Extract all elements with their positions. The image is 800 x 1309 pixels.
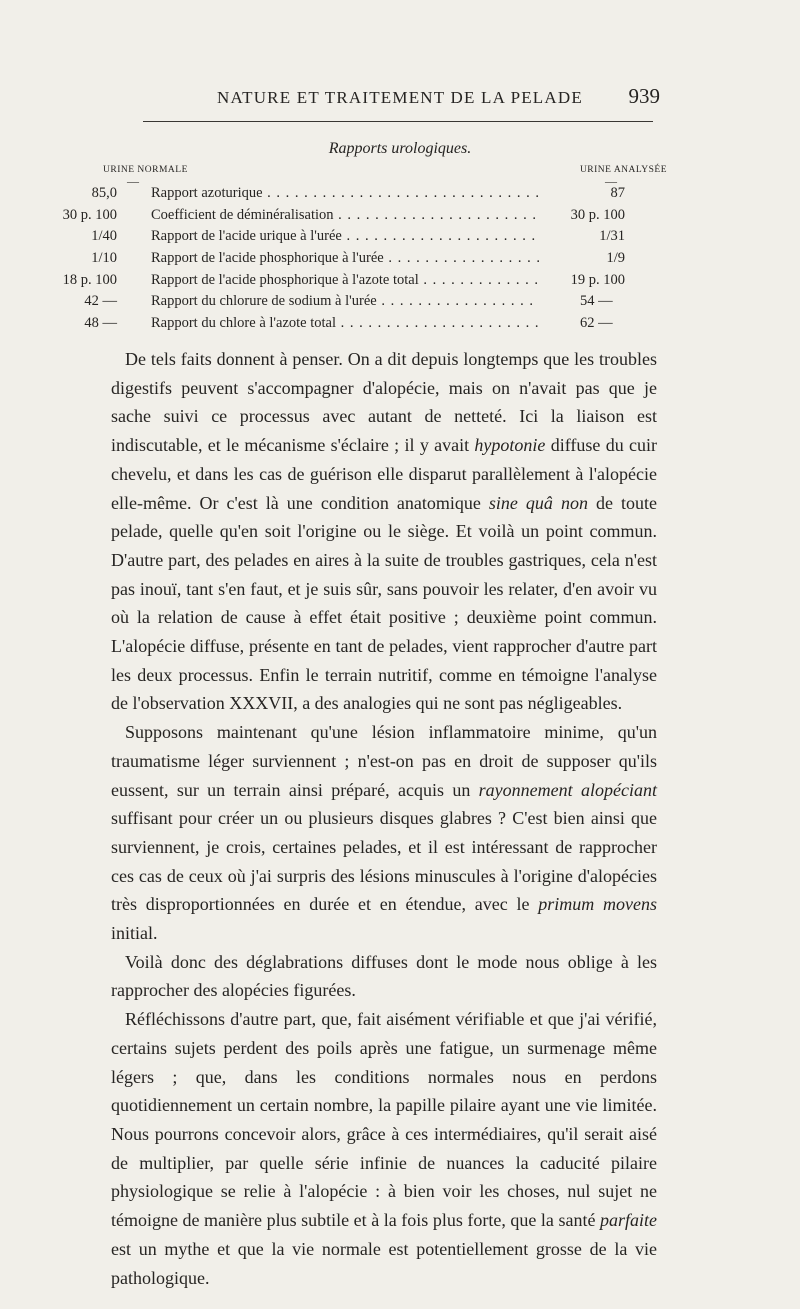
running-title: NATURE ET TRAITEMENT DE LA PELADE — [217, 88, 583, 107]
normal-value: 48 — — [84, 315, 117, 332]
column-dash-right: — — [605, 174, 617, 188]
page-number: 939 — [628, 84, 660, 108]
text-run: de toute pelade, quelle qu'en soit l'origine ou le siège. Et voilà un point commun. D'autre part, des pelades en aires à la suite de troubles gastriques, cela n'est pas inouï, tant s'en faut, et je suis sûr, sans pouvoir les relater, d'en avoir vu où la relation de cause à effet était positive ; deuxième point commun. L'alopécie diffuse, présente en tant de pelades, vient rapprocher d'autre part les deux processus. Enfin le terrain nutritif, comme en témoigne l'analyse de l'observation XXXVII, a des analogies qui ne sont pas négligeables. — [111, 492, 658, 714]
ratio-label: Rapport du chlore à l'azote total . . . — [151, 313, 539, 335]
text-run: Voilà donc des déglabrations diffuses dont le mode nous oblige à les rapprocher des alopécies figurées. — [111, 951, 657, 1001]
table-row — [0, 226, 800, 248]
paragraph — [111, 948, 657, 1005]
table-caption: Rapports urologiques. — [328, 140, 472, 157]
table-row — [0, 291, 800, 313]
running-header — [0, 82, 800, 116]
table-row — [0, 205, 800, 227]
normal-value: 1/10 — [91, 250, 117, 267]
table-row — [0, 270, 800, 292]
normal-value: 85,0 — [91, 185, 117, 201]
analysed-value: 1/31 — [599, 228, 625, 245]
text-run: Réfléchissons d'autre part, que, fait aisément vérifiable et que j'ai vérifié, certains sujets perdent des poils après une fatigue, un surmenage même légers ; que, dans les conditions normales nous en perdons quotidiennement un certain nombre, la papille pilaire ayant une vie limitée. Nous pourrons concevoir alors, grâce à ces intermédiaires, qu'il serait aisé de multiplier, par quelle série infinie de nuances la caducité pilaire physiologique se relie à l'alopécie : à bien voir les choses, nul sujet ne témoigne de manière plus subtile et à la fois plus forte, que la santé — [111, 1009, 657, 1231]
text-run: est un mythe et que la vie normale est potentiellement grosse de la vie pathologique. — [111, 1238, 657, 1288]
table-row — [0, 183, 800, 205]
column-header-normal-urine: URINE NORMALE — [103, 165, 188, 175]
italic-term: primum movens — [538, 894, 657, 915]
analysed-value: 87 — [610, 185, 625, 201]
header-rule — [143, 121, 653, 122]
table-row — [0, 248, 800, 270]
analysed-value: 62 — — [580, 315, 613, 332]
analysed-value: 19 p. 100 — [570, 271, 625, 288]
column-dash-left: — — [127, 174, 139, 188]
text-run: Supposons maintenant qu'une lésion inflammatoire minime, qu'un traumatisme léger surviennent ; n'est-on pas en droit de supposer qu'ils eussent, sur un terrain ainsi préparé, acquis un — [111, 722, 657, 800]
text-run: initial. — [111, 923, 158, 944]
urology-table — [0, 183, 800, 335]
text-run: De tels faits donnent à penser. On a dit depuis longtemps que les troubles digestifs peuvent s'accompagner d'alopécie, mais on n'avait pas que je sache suivi ce processus avec autant de netteté. Ici la liaison est indiscutable, et le mécanisme s'éclaire ; il y avait — [111, 349, 657, 456]
column-header-analysed-urine: URINE ANALYSÉE — [579, 165, 667, 175]
normal-value: 18 p. 100 — [62, 271, 117, 288]
analysed-value: 30 p. 100 — [570, 206, 625, 223]
paragraph — [111, 718, 657, 948]
text-run: diffuse du cuir chevelu, et dans les cas de guérison elle disparut parallèlement à l'alopécie elle-même. Or c'est là une condition anatomique — [111, 435, 657, 513]
text-run: suffisant pour créer un ou plusieurs disques glabres ? C'est bien ainsi que surviennent, je crois, certaines pelades, et il est intéressant de rapprocher ces cas de ceux où j'ai surpris des lésions minuscules à l'origine d'alopécies très disproportionnées en durée et en étendue, avec le — [111, 808, 657, 915]
italic-term: hypotonie — [474, 435, 546, 456]
paragraph — [111, 1005, 657, 1292]
analysed-value: 54 — — [580, 293, 613, 310]
ratio-label: Rapport du chlorure de sodium à l'urée . . . — [151, 291, 539, 313]
paragraph — [111, 345, 657, 718]
table-row — [0, 313, 800, 335]
italic-term: rayonnement alopéciant — [478, 779, 657, 800]
normal-value: 30 p. 100 — [62, 206, 117, 223]
ratio-label: Rapport de l'acide phosphorique à l'azote total . . . — [151, 270, 539, 292]
ratio-label: Coefficient de déminéralisation . . . — [151, 205, 539, 227]
normal-value: 42 — — [84, 293, 117, 310]
normal-value: 1/40 — [91, 228, 117, 245]
italic-term: parfaite — [600, 1210, 657, 1231]
body-text — [111, 345, 657, 1292]
ratio-label: Rapport de l'acide phosphorique à l'urée . . . — [151, 248, 539, 270]
italic-term: sine quâ non — [488, 492, 588, 513]
ratio-label: Rapport azoturique . . . — [151, 183, 539, 205]
ratio-label: Rapport de l'acide urique à l'urée . . . — [151, 226, 539, 248]
analysed-value: 1/9 — [606, 250, 625, 267]
